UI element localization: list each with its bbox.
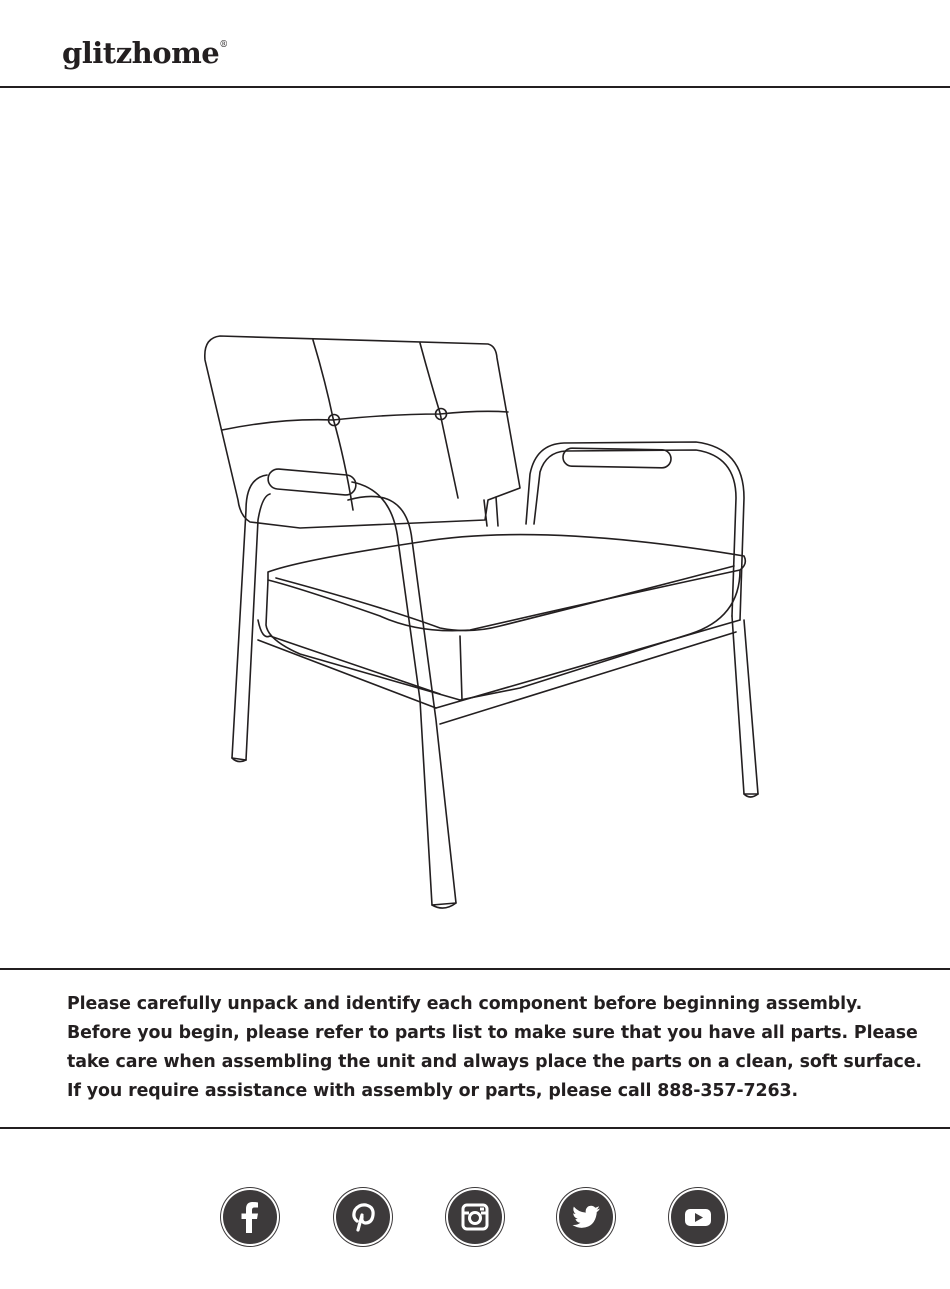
pinterest-icon[interactable] xyxy=(334,1188,392,1246)
twitter-icon[interactable] xyxy=(557,1188,615,1246)
facebook-icon[interactable] xyxy=(221,1188,279,1246)
header-divider xyxy=(0,86,950,88)
brand-logo xyxy=(62,36,228,70)
notice-line: If you require assistance with assembly or parts, please call 888-357-7263. xyxy=(67,1081,799,1101)
social-links xyxy=(0,1188,950,1248)
brand-name: glitzhome xyxy=(62,36,220,70)
instagram-icon[interactable] xyxy=(446,1188,504,1246)
armchair-illustration xyxy=(190,325,770,925)
notice-divider-top xyxy=(0,968,950,970)
youtube-icon[interactable] xyxy=(669,1188,727,1246)
notice-line: Before you begin, please refer to parts list to make sure that you have all parts. Please xyxy=(67,1023,918,1043)
notice-divider-bottom xyxy=(0,1127,950,1129)
notice-line: Please carefully unpack and identify each component before beginning assembly. xyxy=(67,994,863,1014)
registered-mark: ® xyxy=(219,40,228,50)
assembly-notice xyxy=(67,990,922,1106)
notice-line: take care when assembling the unit and always place the parts on a clean, soft surface. xyxy=(67,1052,922,1072)
